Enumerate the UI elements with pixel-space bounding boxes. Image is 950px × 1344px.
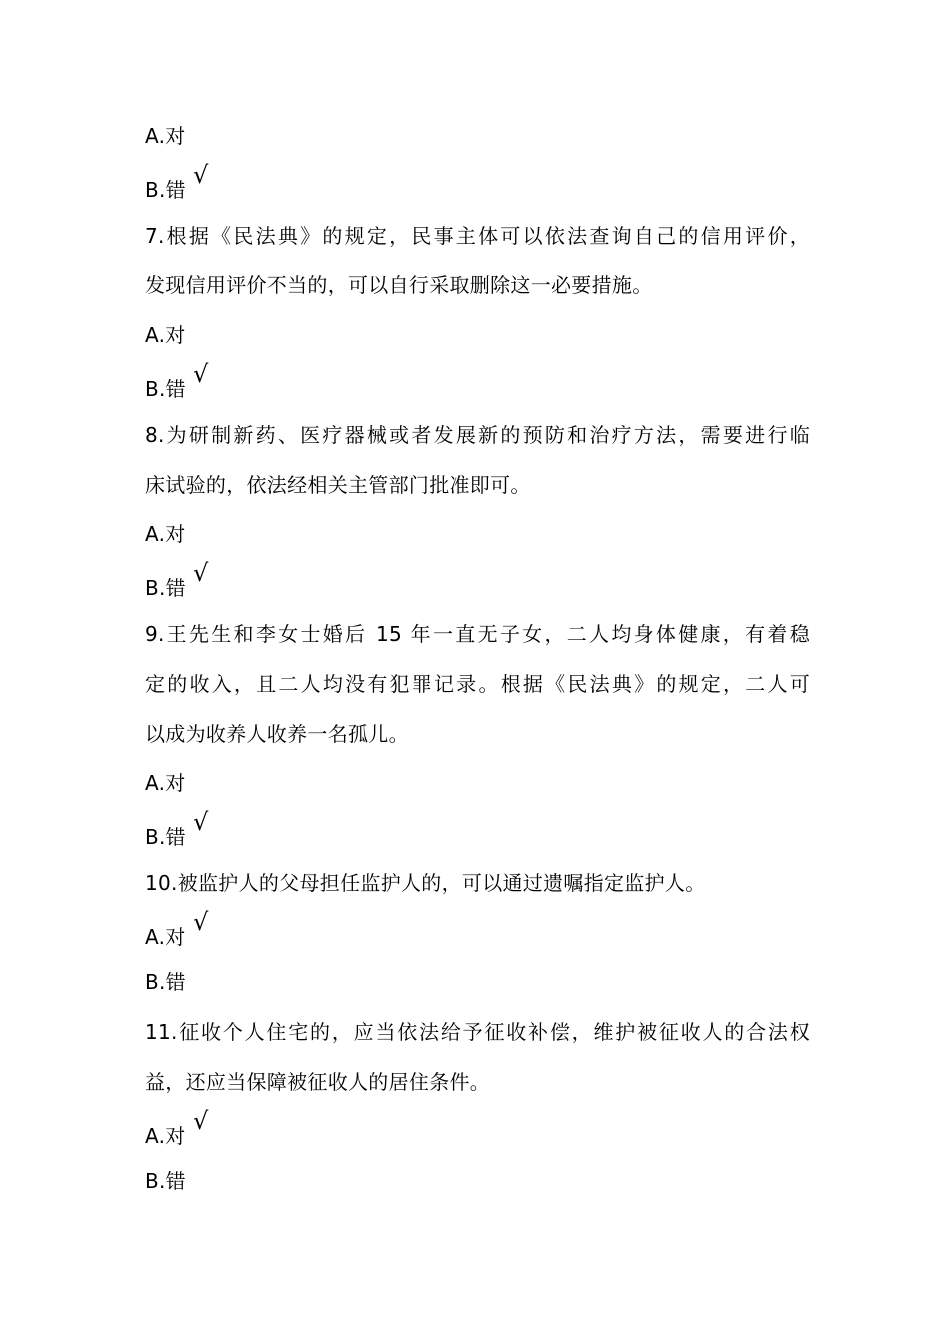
question-9-option-a: A.对: [145, 771, 186, 795]
check-mark-icon: √: [193, 1107, 209, 1135]
question-7-option-a: A.对: [145, 323, 186, 347]
check-mark-icon: √: [193, 808, 209, 836]
question-9-line-1: 9.王先生和李女士婚后 15 年一直无子女，二人均身体健康，有着稳: [145, 622, 810, 646]
question-8-line-1: 8.为研制新药、医疗器械或者发展新的预防和治疗方法，需要进行临: [145, 423, 810, 447]
check-mark-icon: √: [193, 559, 209, 587]
check-mark-icon: √: [193, 360, 209, 388]
question-10-option-b: B.错: [145, 970, 186, 994]
question-7-line-2: 发现信用评价不当的，可以自行采取删除这一必要措施。: [145, 273, 653, 297]
question-11-option-b: B.错: [145, 1169, 186, 1193]
check-mark-icon: √: [193, 908, 209, 936]
check-mark-icon: √: [193, 161, 209, 189]
question-11-line-1: 11.征收个人住宅的，应当依法给予征收补偿，维护被征收人的合法权: [145, 1020, 810, 1044]
option-a: A.对: [145, 124, 186, 148]
question-10-option-a: A.对: [145, 925, 186, 949]
question-11-option-a: A.对: [145, 1124, 186, 1148]
question-8-option-b: B.错: [145, 576, 186, 600]
question-9-option-b: B.错: [145, 825, 186, 849]
question-10-line-1: 10.被监护人的父母担任监护人的，可以通过遗嘱指定监护人。: [145, 871, 706, 895]
question-8-option-a: A.对: [145, 522, 186, 546]
question-11-line-2: 益，还应当保障被征收人的居住条件。: [145, 1070, 491, 1094]
question-7-line-1: 7.根据《民法典》的规定，民事主体可以依法查询自己的信用评价，: [145, 224, 810, 248]
question-9-line-2: 定的收入，且二人均没有犯罪记录。根据《民法典》的规定，二人可: [145, 672, 810, 696]
question-9-line-3: 以成为收养人收养一名孤儿。: [145, 722, 409, 746]
question-8-line-2: 床试验的，依法经相关主管部门批准即可。: [145, 473, 531, 497]
question-7-option-b: B.错: [145, 377, 186, 401]
option-b: B.错: [145, 178, 186, 202]
